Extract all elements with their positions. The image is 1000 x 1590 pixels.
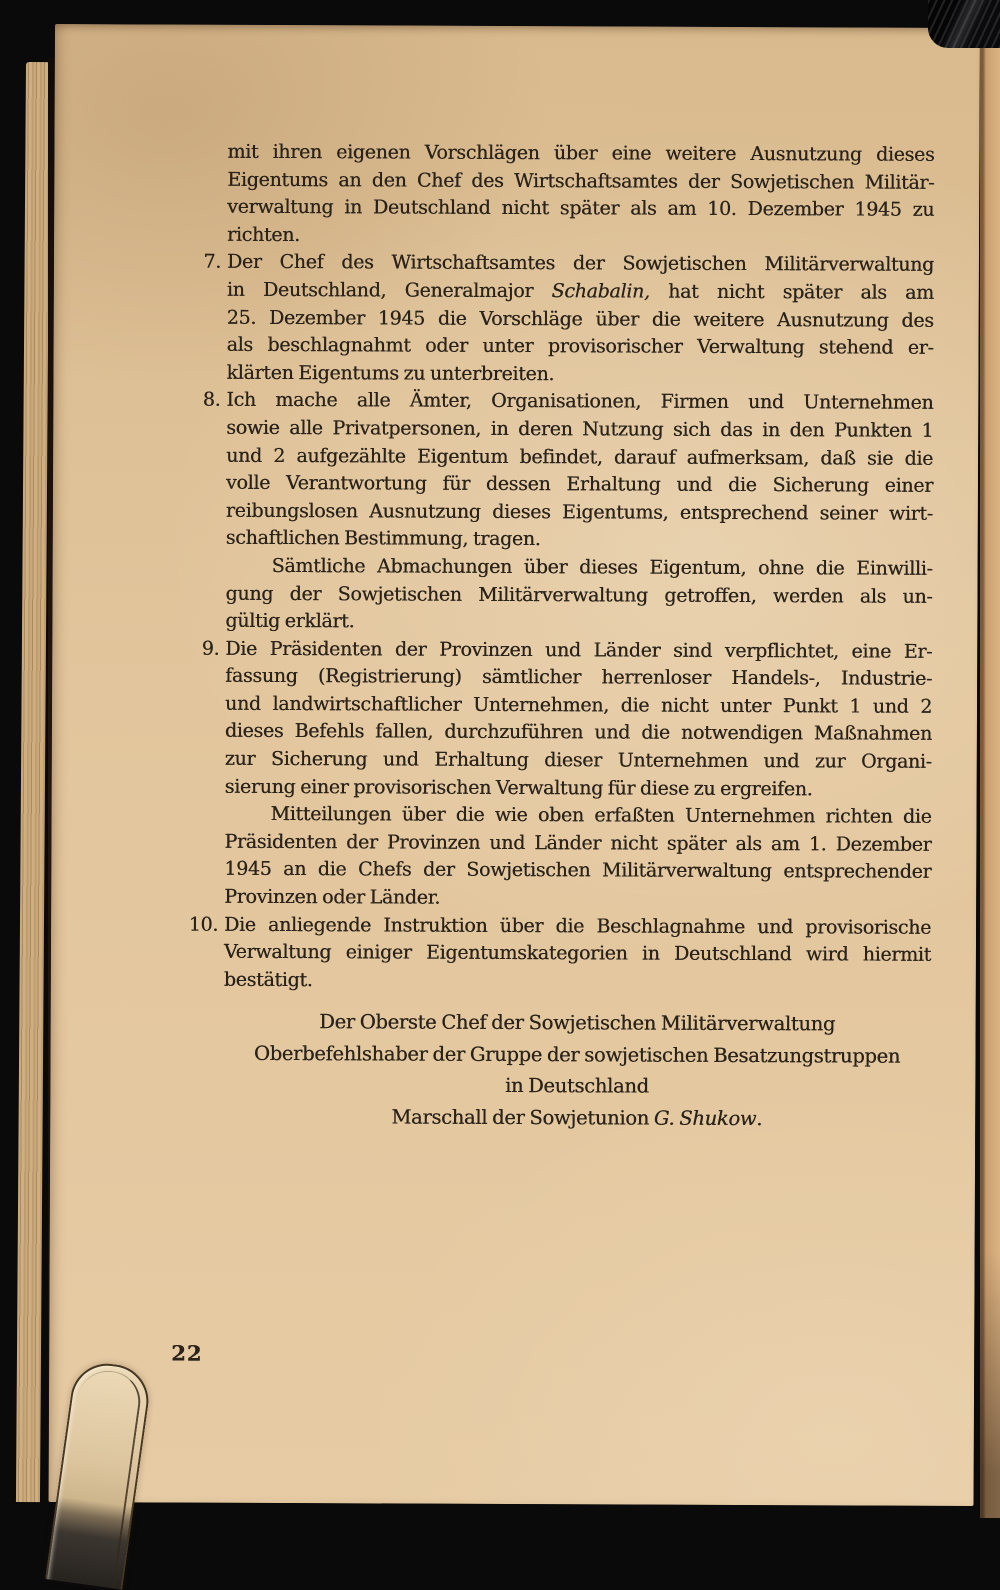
- paperclip-body: [45, 1359, 153, 1590]
- signature-line: Der Oberste Chef der Sowjetischen Militärverwaltung: [319, 1010, 836, 1036]
- text-line: Verwaltung einiger Eigentumskategorien in Deutschland wird hiermit: [223, 940, 931, 967]
- text-segment: hat nicht später als am: [649, 280, 934, 304]
- text-line: schaftlichen Bestimmung, tragen.: [225, 527, 541, 551]
- text-block: [188, 139, 935, 1135]
- text-line: sowie alle Privatpersonen, in deren Nutzung sich das in den Punkten 1: [226, 416, 934, 442]
- book-page: [49, 24, 980, 1506]
- text-segment: .: [756, 1106, 763, 1131]
- text-line: reibungslosen Ausnutzung dieses Eigentums, entsprechend seiner wirt-: [225, 499, 933, 525]
- paragraph-item-8-addendum: [225, 553, 932, 639]
- text-line: mit ihren eigenen Vorschlägen über eine weitere Ausnutzung dieses: [227, 140, 935, 166]
- item-number: 9.: [201, 637, 220, 660]
- text-line: gültig erklärt.: [225, 609, 355, 633]
- text-line: Die Präsidenten der Provinzen und Länder sind verpflichtet, eine Er-: [225, 637, 933, 663]
- text-line: Sämtliche Abmachungen über dieses Eigentum, ohne die Einwilli-: [271, 554, 933, 580]
- list-item-8: [202, 387, 934, 556]
- item-number: 7.: [203, 251, 222, 274]
- text-line: bestätigt.: [223, 968, 313, 991]
- text-line: Der Chef des Wirtschaftsamtes der Sowjetischen Militärverwaltung: [226, 251, 935, 277]
- paperclip: [62, 1360, 154, 1536]
- signature-block: [223, 1006, 931, 1135]
- text-line: volle Verantwortung für dessen Erhaltung und die Sicherung einer: [225, 471, 934, 497]
- text-line: als beschlagnahmt oder unter provisorischer Verwaltung stehend er-: [226, 333, 934, 359]
- signature-line: Oberbefehlshaber der Gruppe der sowjetischen Besatzungstruppen: [253, 1041, 901, 1068]
- text-line: und landwirtschaftlicher Unternehmen, die nicht unter Punkt 1 und 2: [224, 692, 933, 718]
- page-number: 22: [171, 1340, 203, 1366]
- paragraph-continuation: [227, 139, 934, 252]
- book-page-edges: [16, 62, 50, 1502]
- list-item-10: [188, 911, 932, 997]
- text-line: gung der Sowjetischen Militärverwaltung getroffen, werden als un-: [225, 582, 933, 608]
- text-line: Mitteilungen über die wie oben erfaßten Unternehmen richten die: [270, 803, 932, 829]
- text-segment: in Deutschland, Generalmajor: [226, 278, 552, 303]
- item-number: 10.: [188, 913, 219, 936]
- text-line: zur Sicherung und Erhaltung dieser Unternehmen und zur Organi-: [224, 747, 932, 773]
- text-line: 25. Dezember 1945 die Vorschläge über die weitere Ausnutzung des: [226, 306, 934, 332]
- text-line: sierung einer provisorischen Verwaltung für diese zu ergreifen.: [224, 775, 813, 800]
- list-item-9: [201, 635, 933, 804]
- text-segment: Marschall der Sowjetunion: [391, 1105, 654, 1130]
- paragraph-item-9-addendum: [224, 801, 931, 914]
- text-line: richten.: [227, 223, 300, 246]
- text-line: Ich mache alle Ämter, Organisationen, Firmen und Unternehmen: [226, 389, 934, 415]
- text-line: verwaltung in Deutschland nicht später als am 10. Dezember 1945 zu: [227, 195, 935, 222]
- text-line: dieses Befehls fallen, durchzuführen und die notwendigen Maßnahmen: [224, 720, 932, 746]
- text-line: 1945 an die Chefs der Sowjetischen Militärverwaltung entsprechender: [224, 858, 932, 884]
- text-line: Provinzen oder Länder.: [224, 885, 441, 909]
- text-line: klärten Eigentums zu unterbreiten.: [226, 361, 555, 385]
- italic-name: G. Shukow: [653, 1106, 757, 1130]
- text-line: Eigentums an den Chef des Wirtschaftsamtes der Sowjetischen Militär-: [227, 168, 935, 194]
- signature-line: [223, 1101, 930, 1136]
- text-line: und 2 aufgezählte Eigentum befindet, darauf aufmerksam, daß sie die: [226, 444, 934, 470]
- list-item-7: [203, 249, 935, 390]
- item-number: 8.: [202, 388, 221, 412]
- italic-name: Schabalin,: [551, 280, 650, 303]
- text-line: fassung (Registrierung) sämtlicher herrenloser Handels-, Industrie-: [225, 665, 933, 691]
- text-line: [227, 277, 934, 308]
- next-page-edge: [980, 34, 1000, 1518]
- text-line: Präsidenten der Provinzen und Länder nicht später als am 1. Dezember: [224, 830, 932, 856]
- text-line: Die anliegende Instruktion über die Beschlagnahme und provisorische: [224, 913, 932, 939]
- book-cover-corner: [928, 0, 1000, 48]
- signature-line: in Deutschland: [504, 1074, 649, 1099]
